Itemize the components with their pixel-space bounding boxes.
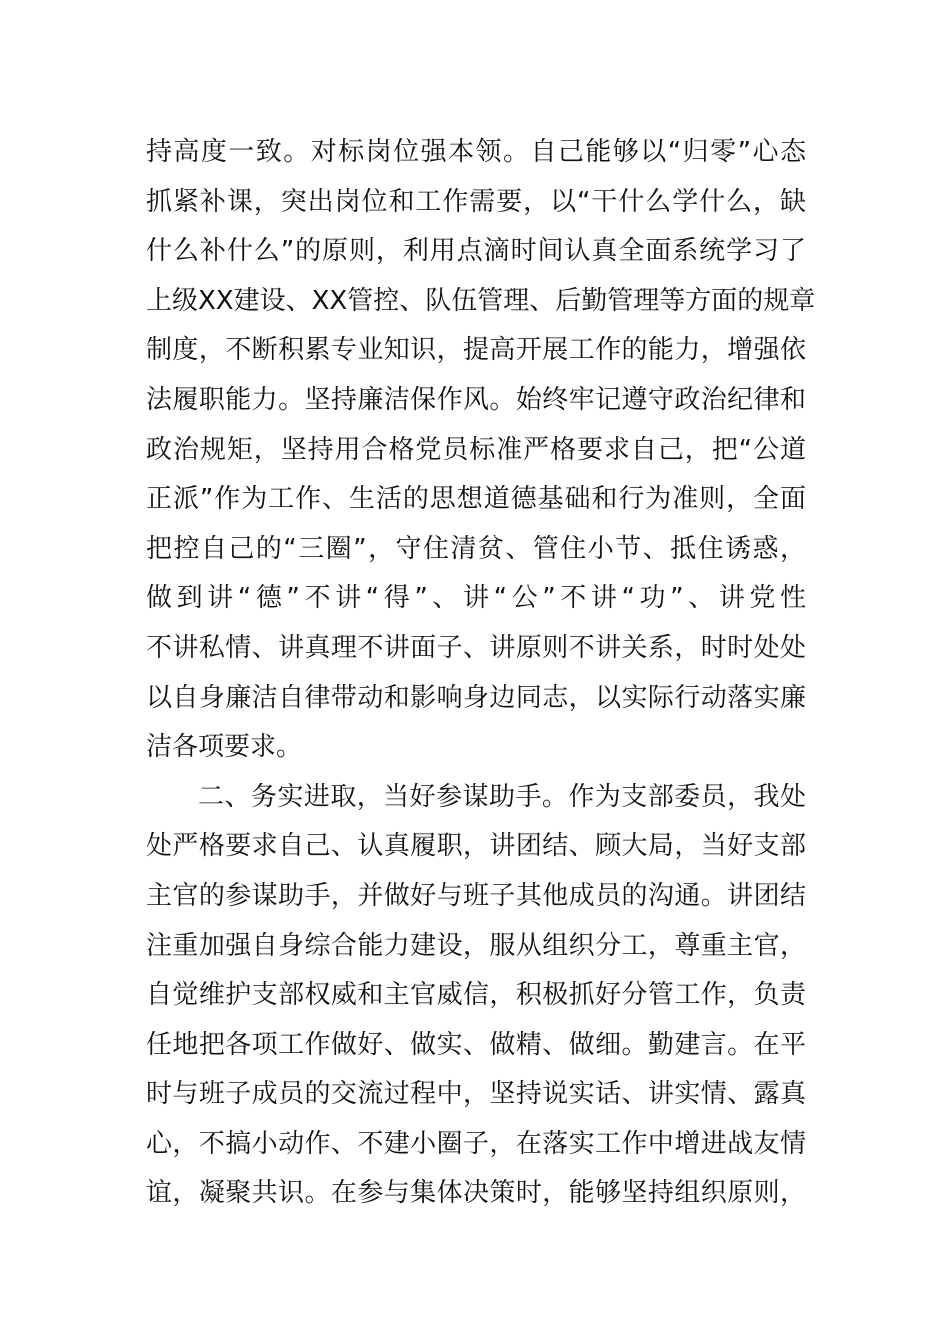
text-line: 抓紧补课，突出岗位和工作需要，以“干什么学什么，缺 [146,186,806,217]
text-line: 处严格要求自己、认真履职，讲团结、顾大局，当好支部 [146,831,806,862]
text-line: 什么补什么”的原则，利用点滴时间认真全面系统学习了 [146,236,806,267]
text-line: 持高度一致。对标岗位强本领。自己能够以“归零”心态 [146,137,806,167]
paragraph-heading-line: 二、务实进取，当好参谋助手。作为支部委员，我处 [198,781,806,812]
text-line: 不讲私情、讲真理不讲面子、讲原则不讲关系，时时处处 [146,632,806,663]
text-line: 法履职能力。坚持廉洁保作风。始终牢记遵守政治纪律和 [146,384,806,415]
text-line: 以自身廉洁自律带动和影响身边同志，以实际行动落实廉 [146,682,806,713]
text-line: 把控自己的“三圈”，守住清贫、管住小节、抵住诱惑， [146,533,806,564]
text-line: 政治规矩，坚持用合格党员标准严格要求自己，把“公道 [146,434,806,465]
text-line: 心，不搞小动作、不建小圈子，在落实工作中增进战友情 [146,1128,806,1159]
text-line: 制度，不断积累专业知识，提高开展工作的能力，增强依 [146,335,806,366]
text-line: 谊，凝聚共识。在参与集体决策时，能够坚持组织原则， [146,1178,806,1209]
text-line: 注重加强自身综合能力建设，服从组织分工，尊重主官， [146,930,806,961]
document-body [146,128,816,1219]
text-line: 主官的参谋助手，并做好与班子其他成员的沟通。讲团结 [146,880,806,911]
text-line: 正派”作为工作、生活的思想道德基础和行为准则，全面 [146,484,806,515]
text-line: 任地把各项工作做好、做实、做精、做细。勤建言。在平 [146,1029,806,1060]
paragraph-end-line: 洁各项要求。 [146,732,303,763]
text-line: 自觉维护支部权威和主官威信，积极抓好分管工作，负责 [146,980,806,1011]
text-line: 时与班子成员的交流过程中，坚持说实话、讲实情、露真 [146,1079,806,1110]
text-line: 上级XX建设、XX管控、队伍管理、后勤管理等方面的规章 [146,285,816,316]
text-line: 做到讲“德”不讲“得”、讲“公”不讲“功”、讲党性 [146,583,806,614]
